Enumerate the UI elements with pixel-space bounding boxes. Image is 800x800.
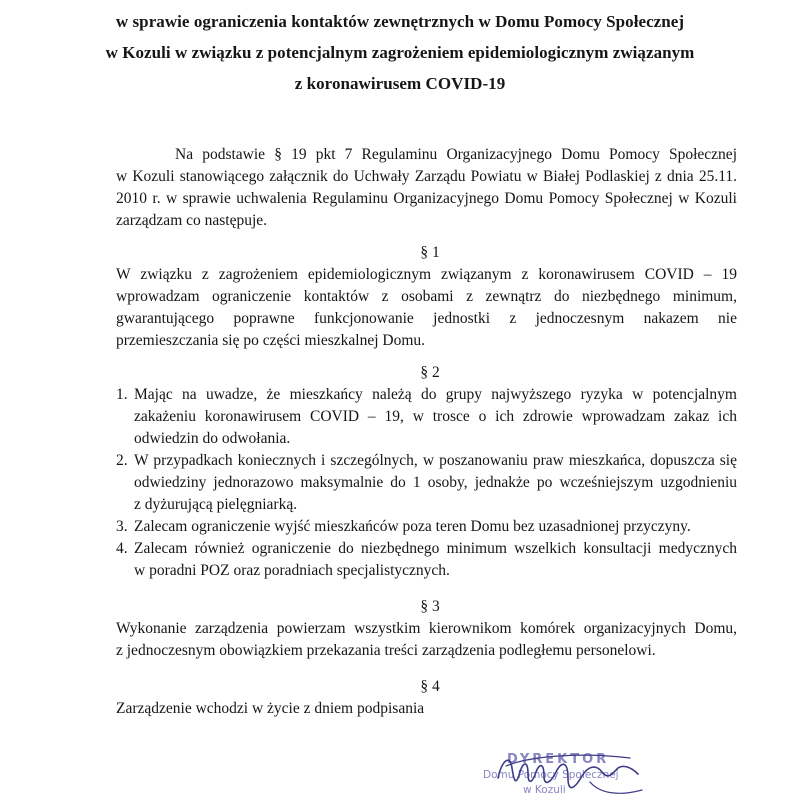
signature-icon xyxy=(470,738,650,800)
stamp-title: DYREKTOR xyxy=(507,752,610,767)
section-4-line-1: Zarządzenie wchodzi w życie z dniem podpisania xyxy=(116,700,425,717)
preamble-line-3: 2010 r. w sprawie uchwalenia Regulaminu Organizacyjnego Domu Pomocy Społecznej w Kozuli xyxy=(116,190,737,207)
item-4-line-2: w poradni POZ oraz poradniach specjalistycznych. xyxy=(134,562,450,579)
item-4-line-1: Zalecam również ograniczenie do niezbędnego minimum wszelkich konsultacji medycznych xyxy=(134,540,737,557)
section-4-heading: § 4 xyxy=(420,678,440,695)
item-2-line-2: odwiedziny jednorazowo maksymalnie do 1 osoby, jednakże po wcześniejszym uzgodnieniu xyxy=(134,474,737,491)
item-1-number: 1. xyxy=(116,386,128,403)
preamble-line-4: zarządzam co następuje. xyxy=(116,212,268,229)
item-2-number: 2. xyxy=(116,452,128,469)
section-1-line-3: gwarantującego poprawne funkcjonowanie jednostki z jednoczesnym nakazem nie xyxy=(116,310,737,327)
section-3-heading: § 3 xyxy=(420,598,440,615)
section-3-line-1: Wykonanie zarządzenia powierzam wszystkim kierownikom komórek organizacyjnych Domu, xyxy=(116,620,737,637)
item-3-number: 3. xyxy=(116,518,128,535)
section-1-line-4: przemieszczania się po części mieszkalnej Domu. xyxy=(116,332,426,349)
section-2-heading: § 2 xyxy=(420,364,440,381)
section-3-line-2: z jednoczesnym obowiązkiem przekazania treści zarządzenia podległemu personelowi. xyxy=(116,642,656,659)
preamble-line-1: Na podstawie § 19 pkt 7 Regulaminu Organizacyjnego Domu Pomocy Społecznej xyxy=(175,146,737,163)
title-line-1: w sprawie ograniczenia kontaktów zewnętrznych w Domu Pomocy Społecznej xyxy=(115,12,685,31)
section-1-line-2: wprowadzam ograniczenie kontaktów z osobami z zewnątrz do niezbędnego minimum, xyxy=(116,288,737,305)
item-1-line-1: Mając na uwadze, że mieszkańcy należą do grupy najwyższego ryzyka w potencjalnym xyxy=(134,386,737,403)
item-1-line-2: zakażeniu koronawirusem COVID – 19, w trosce o ich zdrowie wprowadzam zakaz ich xyxy=(134,408,737,425)
item-2-line-1: W przypadkach koniecznych i szczególnych, w poszanowaniu praw mieszkańca, dopuszcza się xyxy=(134,452,737,469)
title-line-2: w Kozuli w związku z potencjalnym zagrożeniem epidemiologicznym związanym xyxy=(105,43,695,62)
item-3-line-1: Zalecam ograniczenie wyjść mieszkańców poza teren Domu bez uzasadnionej przyczyny. xyxy=(134,518,691,535)
item-4-number: 4. xyxy=(116,540,128,557)
item-1-line-3: odwiedzin do odwołania. xyxy=(134,430,291,447)
stamp-line-2: Domu Pomocy Społecznej xyxy=(483,769,619,781)
preamble-line-2: w Kozuli stanowiącego załącznik do Uchwały Zarządu Powiatu w Białej Podlaskiej z dnia 25.11. xyxy=(116,168,737,185)
section-1-heading: § 1 xyxy=(420,244,440,261)
title-line-3: z koronawirusem COVID-19 xyxy=(294,74,506,93)
item-2-line-3: z dyżurującą pielęgniarką. xyxy=(134,496,298,513)
stamp-line-3: w Kozuli xyxy=(523,784,566,796)
section-1-line-1: W związku z zagrożeniem epidemiologicznym związanym z koronawirusem COVID – 19 xyxy=(116,266,737,283)
